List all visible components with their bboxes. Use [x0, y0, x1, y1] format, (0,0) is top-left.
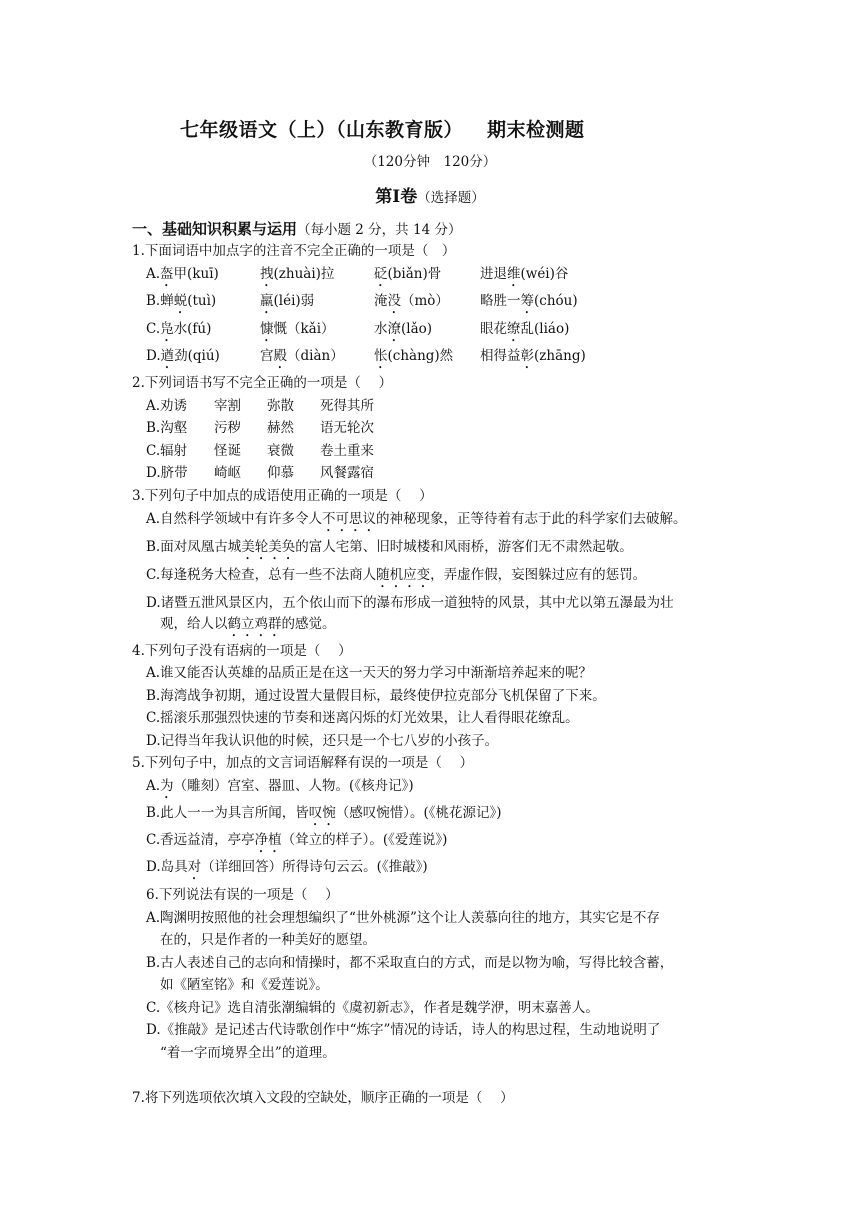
question-1-option-item: 水潦(lǎo) [374, 321, 433, 337]
emphasized-char: 盔 [160, 266, 174, 282]
emphasized-char: 筹 [520, 293, 534, 309]
question-1-option-item: 拽(zhuài)拉 [260, 266, 335, 282]
question-2-option-word: 衰微 [267, 443, 294, 459]
question-1-option-item: 羸(léi)弱 [260, 293, 315, 309]
question-1-option-item: C.凫水(fú) [146, 321, 212, 337]
emphasized-char: 彰 [520, 348, 534, 364]
question-3-option-d-line2: 观，给人以鹤立鸡群的感觉。 [160, 616, 336, 632]
exam-title [180, 115, 585, 142]
question-5-option-c: C.香远益清，亭亭净植（耸立的样子）。(《爱莲说》) [146, 832, 448, 848]
question-6-option-a-line1: A.陶渊明按照他的社会理想编织了“世外桃源”这个让人羡慕向往的地方，其实它是不存 [146, 910, 660, 926]
emphasized-char: 慷 [260, 321, 274, 337]
question-1-option-item: 怅(chàng)然 [374, 348, 454, 364]
question-1-option-item: 宫殿（diàn） [260, 348, 344, 364]
question-2-option-word: 风餐露宿 [320, 465, 374, 481]
question-6-option-d-line1: D.《推敲》是记述古代诗歌创作中“炼字”情况的诗话，诗人的构思过程，生动地说明了 [146, 1022, 661, 1038]
volume-label: 第Ⅰ卷 [375, 187, 418, 207]
question-5-option-d: D.岛具对（详细回答）所得诗句云云。(《推敲》) [146, 859, 428, 875]
question-2-option-word: 仰慕 [267, 465, 294, 481]
emphasized-char: 殿 [273, 348, 287, 364]
question-6-option-c: C.《核舟记》选自清张潮编辑的《虞初新志》，作者是魏学洢，明末嘉善人。 [146, 1000, 599, 1016]
emphasized-char: 拽 [260, 266, 274, 282]
question-5-stem: 5.下列句子中，加点的文言词语解释有误的一项是（ ） [132, 755, 474, 771]
question-6-stem: 6.下列说法有误的一项是（ ） [146, 887, 339, 903]
question-4-option-b: B.海湾战争初期，通过设置大量假目标，最终使伊拉克部分飞机保留了下来。 [146, 688, 606, 704]
question-2-option-word: 弥散 [267, 398, 294, 414]
question-2-option-word: D.脐带 [146, 465, 188, 481]
question-2-option-word: 怪诞 [214, 443, 241, 459]
question-7-stem: 7.将下列选项依次填入文段的空缺处，顺序正确的一项是（ ） [132, 1090, 514, 1106]
question-5-option-b: B.此人一一为具言所闻，皆叹惋（感叹惋惜）。(《桃花源记》) [146, 805, 502, 821]
emphasized-char: 维 [507, 266, 521, 282]
exam-title-main: 七年级语文（上）（山东教育版） [180, 119, 464, 141]
exam-subtitle: （120分钟 120分） [363, 154, 497, 170]
question-1-option-item: 进退维(wéi)谷 [480, 266, 569, 282]
question-1-stem: 1.下面词语中加点字的注音不完全正确的一项是（ ） [132, 243, 456, 259]
emphasized-char: 缭 [507, 321, 521, 337]
question-2-option-word: 崎岖 [214, 465, 241, 481]
volume-note: （选择题） [417, 190, 485, 206]
question-1-option-item: 眼花缭乱(liáo) [480, 321, 570, 337]
emphasized-char: 遒 [160, 348, 175, 364]
question-2-option-word: A.劝诱 [146, 398, 188, 414]
question-2-option-word: 赫然 [267, 420, 294, 436]
question-2-option-word: 污秽 [214, 420, 241, 436]
emphasized-word: 叹惋 [308, 805, 336, 821]
emphasized-word: 随机应变 [376, 567, 431, 583]
section-heading [132, 218, 461, 239]
question-2-option-word: 死得其所 [320, 398, 374, 414]
question-2-option-word: C.辐射 [146, 443, 188, 459]
question-3-option-c: C.每逢税务大检查，总有一些不法商人随机应变，弄虚作假，妄图躲过应有的惩罚。 [146, 567, 647, 583]
question-6-option-b-line2: 如《陋室铭》和《爱莲说》。 [160, 977, 329, 993]
question-1-option-item: 慷慨（kǎi） [260, 321, 335, 337]
question-3-stem: 3.下列句子中加点的成语使用正确的一项是（ ） [132, 488, 433, 504]
emphasized-word: 美轮美奂 [241, 539, 296, 555]
emphasized-char: 凫 [160, 321, 174, 337]
question-5-option-a: A.为（雕刻）宫室、器皿、人物。(《核舟记》) [146, 778, 414, 794]
question-4-stem: 4.下列句子没有语病的一项是（ ） [132, 643, 352, 659]
question-2-option-word: 卷土重来 [320, 443, 374, 459]
emphasized-char: 蜕 [173, 293, 188, 309]
question-3-option-a: A.自然科学领域中有许多令人不可思议的神秘现象，正等待着有志于此的科学家们去破解。 [146, 511, 687, 527]
question-2-option-word: B.沟壑 [146, 420, 188, 436]
question-1-option-item: 砭(biǎn)骨 [374, 266, 442, 282]
exam-title-tail: 期末检测题 [487, 119, 585, 141]
question-1-option-item: 略胜一筹(chóu) [480, 293, 578, 309]
emphasized-char: 怅 [374, 348, 388, 364]
emphasized-word: 鹤立鸡群 [227, 616, 282, 632]
question-1-option-item: 淹没（mò） [374, 293, 449, 309]
question-3-option-d-line1: D.诸暨五泄风景区内，五个依山而下的瀑布形成一道独特的风景，其中尤以第五瀑最为壮 [146, 595, 674, 611]
question-3-option-b: B.面对凤凰古城美轮美奂的富人宅第、旧时城楼和风雨桥，游客们无不肃然起敬。 [146, 539, 633, 555]
question-1-option-item: B.蝉蜕(tuì) [146, 293, 217, 309]
question-2-option-word: 语无轮次 [320, 420, 374, 436]
question-1-option-item: 相得益彰(zhāng) [480, 348, 586, 364]
question-1-option-item: A.盔甲(kuī) [146, 266, 219, 282]
question-4-option-d: D.记得当年我认识他的时候，还只是一个七八岁的小孩子。 [146, 733, 499, 749]
emphasized-char: 砭 [374, 266, 388, 282]
emphasized-word: 对 [187, 859, 202, 875]
emphasized-word: 净植 [254, 832, 282, 848]
question-2-stem: 2.下列词语书写不完全正确的一项是（ ） [132, 375, 393, 391]
emphasized-char: 羸 [260, 293, 274, 309]
question-4-option-c: C.摇滚乐那强烈快速的节奏和迷离闪烁的灯光效果，让人看得眼花缭乱。 [146, 710, 579, 726]
section-title: 一、基础知识积累与运用 [132, 220, 298, 238]
question-4-option-a: A.谁又能否认英雄的品质正是在这一天天的努力学习中渐渐培养起来的呢？ [146, 665, 593, 681]
emphasized-char: 没 [387, 293, 401, 309]
section-note: （每小题 2 分，共 14 分） [297, 222, 462, 238]
question-6-option-a-line2: 在的，只是作者的一种美好的愿望。 [160, 932, 376, 948]
emphasized-word: 为 [160, 778, 174, 794]
question-2-option-word: 宰割 [214, 398, 241, 414]
question-6-option-b-line1: B.古人表述自己的志向和情操时，都不采取直白的方式，而是以物为喻，写得比较含蓄， [146, 955, 674, 971]
emphasized-char: 潦 [387, 321, 401, 337]
volume-heading [0, 182, 860, 207]
question-6-option-d-line2: “着一字而境界全出”的道理。 [160, 1045, 336, 1061]
emphasized-word: 不可思议 [322, 511, 377, 527]
question-1-option-item: D.遒劲(qiú) [146, 348, 220, 364]
